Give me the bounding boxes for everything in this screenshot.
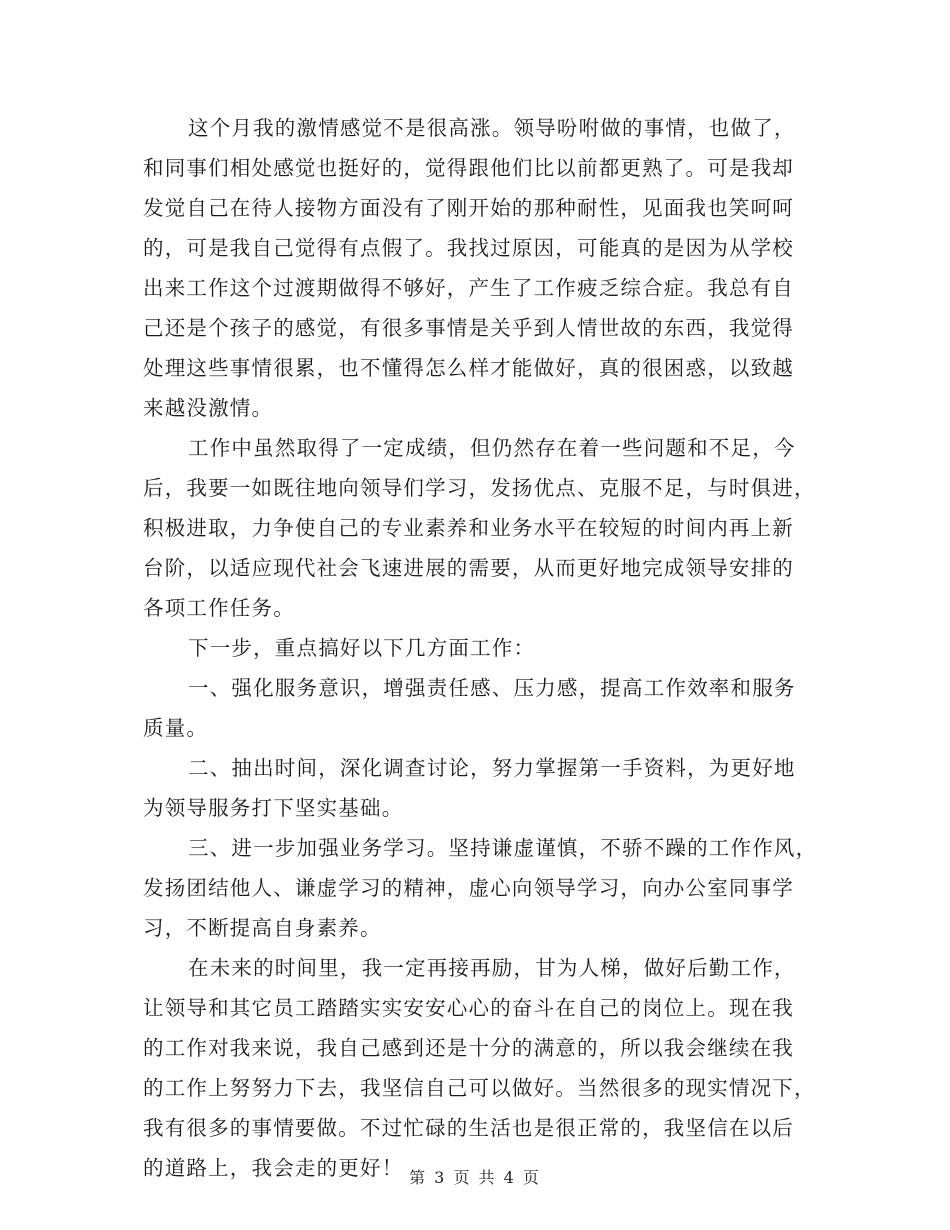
- list-item-one: [143, 668, 803, 748]
- paragraph-line: 的工作上努努力下去，我坚信自己可以做好。当然很多的现实情况下，: [143, 1076, 816, 1100]
- paragraph-line: 让领导和其它员工踏踏实实安安心心的奋斗在自己的岗位上。现在我: [143, 996, 794, 1020]
- paragraph-line: 来越没激情。: [143, 396, 274, 420]
- paragraph-next-steps-intro: [143, 628, 803, 668]
- paragraph-line: 工作中虽然取得了一定成绩，但仍然存在着一些问题和不足，今: [188, 436, 796, 460]
- paragraph-line: 处理这些事情很累，也不懂得怎么样才能做好，真的很困惑，以致越: [143, 356, 794, 380]
- paragraph-motivation: [143, 108, 803, 428]
- paragraph-line: 各项工作任务。: [143, 596, 295, 620]
- paragraph-line: 我有很多的事情要做。不过忙碌的生活也是很正常的，我坚信在以后: [143, 1116, 794, 1140]
- paragraph-line: 质量。: [143, 716, 209, 740]
- paragraph-future: [143, 948, 816, 1188]
- paragraph-line: 的道路上，我会走的更好！: [143, 1156, 404, 1180]
- paragraph-line: 为领导服务打下坚实基础。: [143, 796, 404, 820]
- paragraph-line: 习，不断提高自身素养。: [143, 916, 382, 940]
- paragraph-line: 发扬团结他人、谦虚学习的精神，虚心向领导学习，向办公室同事学: [143, 876, 794, 900]
- paragraph-line: 这个月我的激情感觉不是很高涨。领导吩咐做的事情，也做了，: [188, 116, 796, 140]
- paragraph-line: 己还是个孩子的感觉，有很多事情是关乎到人情世故的东西，我觉得: [143, 316, 794, 340]
- paragraph-line: 的，可是我自己觉得有点假了。我找过原因，可能真的是因为从学校: [143, 236, 794, 260]
- paragraph-line: 在未来的时间里，我一定再接再励，甘为人梯，做好后勤工作，: [188, 956, 796, 980]
- paragraph-line: 的工作对我来说，我自己感到还是十分的满意的，所以我会继续在我: [143, 1036, 794, 1060]
- document-body: [143, 108, 818, 1188]
- paragraph-line: 出来工作这个过渡期做得不够好，产生了工作疲乏综合症。我总有自: [143, 276, 794, 300]
- list-item-two: [143, 748, 803, 828]
- paragraph-line: 和同事们相处感觉也挺好的，觉得跟他们比以前都更熟了。可是我却: [143, 156, 794, 180]
- paragraph-shortcomings: [143, 428, 816, 628]
- page-number: 第 3 页 共 4 页: [409, 1168, 541, 1187]
- paragraph-line: 下一步，重点搞好以下几方面工作：: [188, 636, 536, 660]
- paragraph-line: 一、强化服务意识，增强责任感、压力感，提高工作效率和服务: [188, 676, 796, 700]
- paragraph-line: 二、抽出时间，深化调查讨论，努力掌握第一手资料，为更好地: [188, 756, 796, 780]
- paragraph-line: 台阶，以适应现代社会飞速进展的需要，从而更好地完成领导安排的: [143, 556, 794, 580]
- paragraph-line: 后，我要一如既往地向领导们学习，发扬优点、克服不足，与时俱进，: [143, 476, 816, 500]
- paragraph-line: 三、进一步加强业务学习。坚持谦虚谨慎，不骄不躁的工作作风，: [188, 836, 818, 860]
- list-item-three: [143, 828, 818, 948]
- paragraph-line: 发觉自己在待人接物方面没有了刚开始的那种耐性，见面我也笑呵呵: [143, 196, 794, 220]
- paragraph-line: 积极进取，力争使自己的专业素养和业务水平在较短的时间内再上新: [143, 516, 794, 540]
